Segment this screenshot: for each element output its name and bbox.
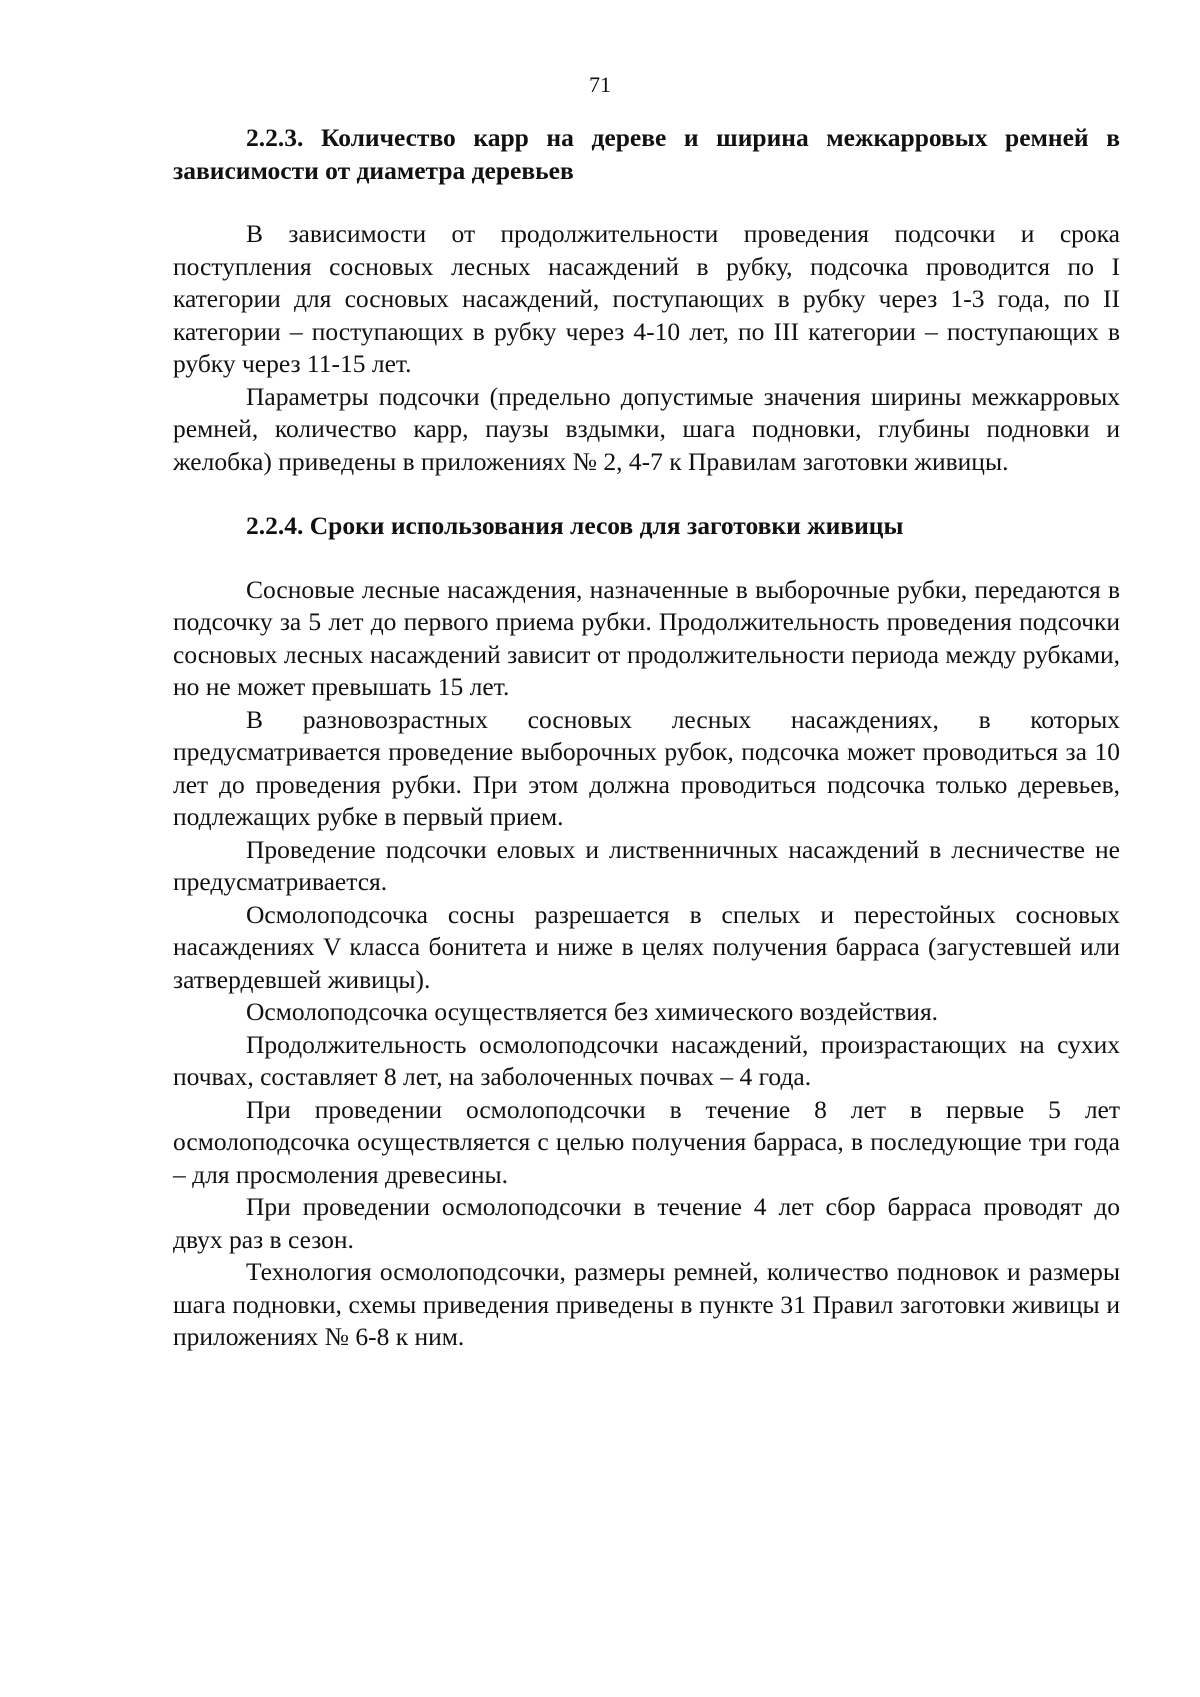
page-number: 71 bbox=[589, 72, 611, 97]
spacer bbox=[173, 478, 1120, 510]
paragraph: В зависимости от продолжительности проведения подсочки и срока поступления сосновых лесных насаждений в рубку, подсочка проводится по I категории для сосновых насаждений, поступающих в рубку через 1-3 года, по II категории – поступающих в рубку через 4-10 лет, по III категории – поступающих в рубку через 11-15 лет. bbox=[173, 219, 1120, 378]
section-heading-2-2-3: 2.2.3. Количество карр на дереве и ширина межкарровых ремней в зависимости от диаметра деревьев bbox=[173, 123, 1120, 185]
paragraph: При проведении осмолоподсочки в течение 4 лет сбор барраса проводят до двух раз в сезон. bbox=[173, 1192, 1120, 1254]
paragraph: В разновозрастных сосновых лесных насаждениях, в которых предусматривается проведение выборочных рубок, подсочка может проводиться за 10 лет до проведения рубки. При этом должна проводиться подсочка только деревьев, подлежащих рубке в первый прием. bbox=[173, 704, 1120, 831]
document-body bbox=[173, 122, 1120, 1354]
paragraph: Сосновые лесные насаждения, назначенные в выборочные рубки, передаются в подсочку за 5 лет до первого приема рубки. Продолжительность проведения подсочки сосновых лесных насаждений зависит от продолжительности периода между рубками, но не может превышать 15 лет. bbox=[173, 574, 1120, 701]
section-heading-2-2-4: 2.2.4. Сроки использования лесов для заготовки живицы bbox=[246, 511, 904, 540]
spacer bbox=[173, 187, 1120, 218]
paragraph: Параметры подсочки (предельно допустимые значения ширины межкарровых ремней, количество карр, паузы вздымки, шага подновки, глубины подновки и желобка) приведены в приложениях № 2, 4-7 к Правилам заготовки живицы. bbox=[173, 381, 1120, 476]
paragraph: При проведении осмолоподсочки в течение 8 лет в первые 5 лет осмолоподсочка осуществляется с целью получения барраса, в последующие три года – для просмоления древесины. bbox=[173, 1094, 1120, 1189]
spacer bbox=[173, 543, 1120, 574]
paragraph: Осмолоподсочка осуществляется без химического воздействия. bbox=[246, 997, 939, 1026]
paragraph: Технология осмолоподсочки, размеры ремней, количество подновок и размеры шага подновки, схемы приведения приведены в пункте 31 Правил заготовки живицы и приложениях № 6-8 к ним. bbox=[173, 1257, 1120, 1351]
paragraph: Продолжительность осмолоподсочки насаждений, произрастающих на сухих почвах, составляет 8 лет, на заболоченных почвах – 4 года. bbox=[173, 1029, 1120, 1091]
paragraph: Осмолоподсочка сосны разрешается в спелых и перестойных сосновых насаждениях V класса бонитета и ниже в целях получения барраса (загустевшей или затвердевшей живицы). bbox=[173, 899, 1120, 994]
paragraph: Проведение подсочки еловых и лиственничных насаждений в лесничестве не предусматривается. bbox=[173, 834, 1120, 896]
